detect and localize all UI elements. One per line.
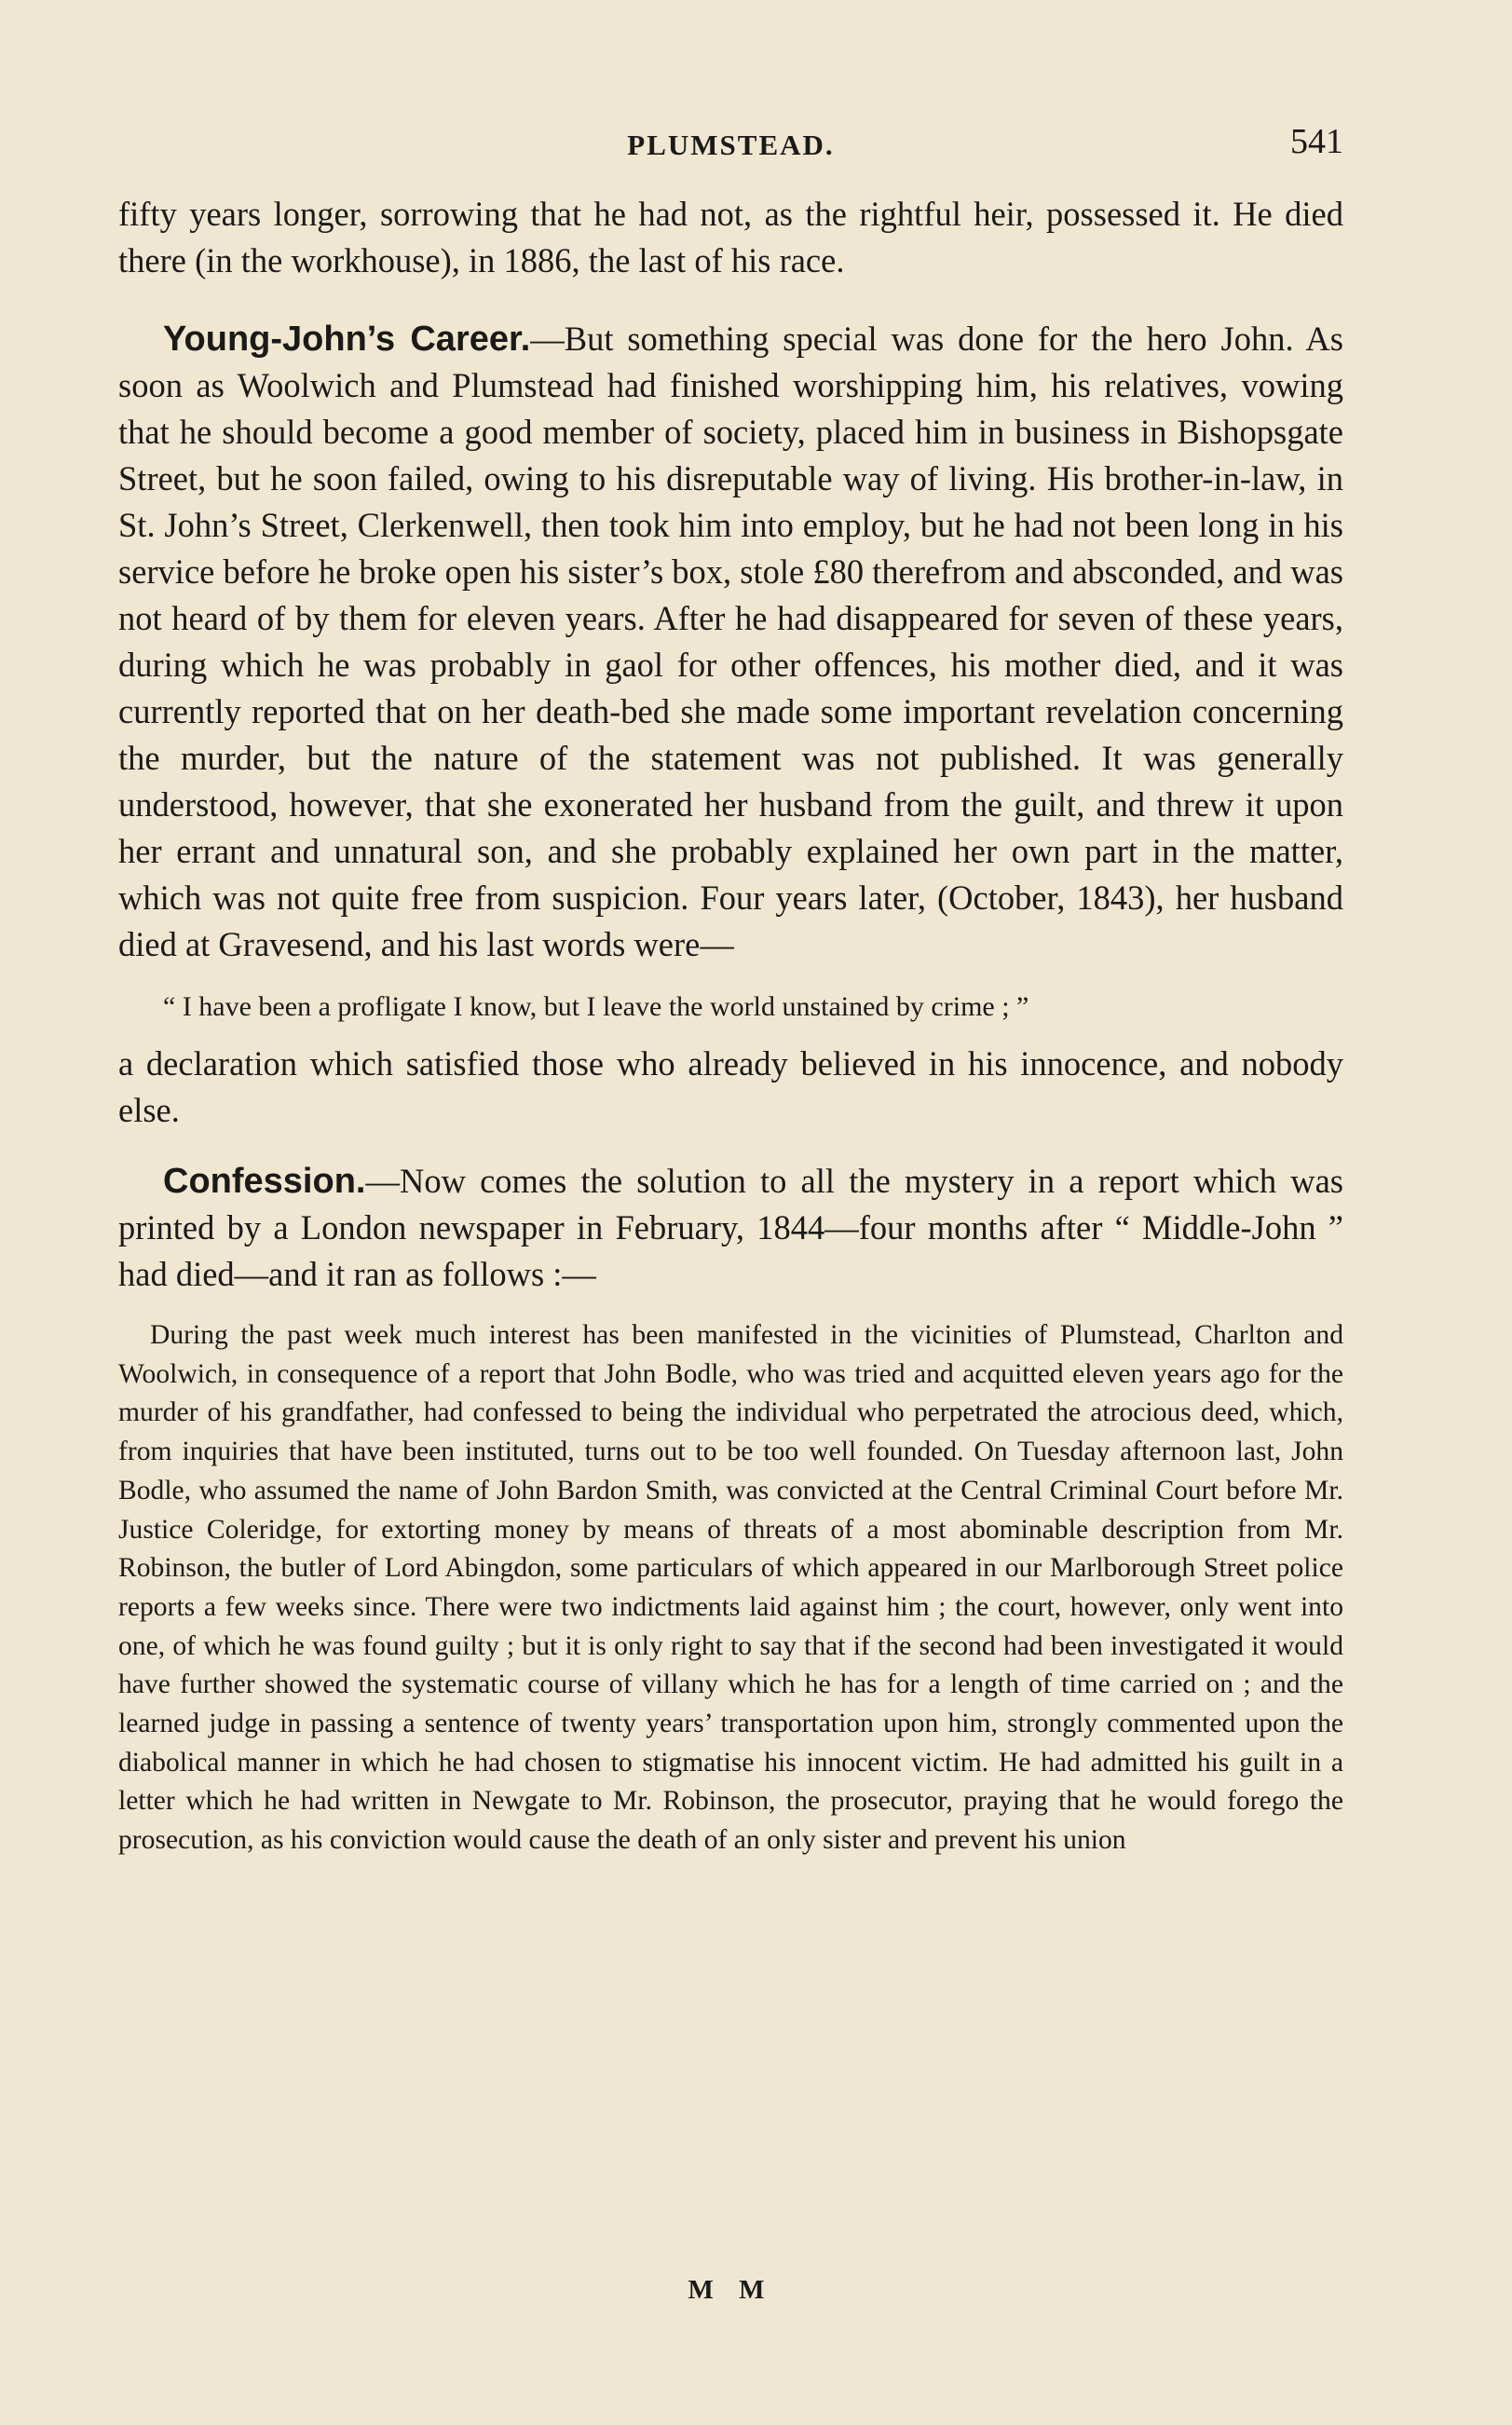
running-title: PLUMSTEAD. [627,129,835,161]
newspaper-report-extract: During the past week much interest has been manifested in the vicinities of Plumstead, Charlton and Woolwich, in consequence of a report that John Bodle, who was tried and acquitted eleven years ago for the murder of his grandfather, had confessed to being the individual who perpetrated the atrocious deed, which, from inquiries that have been instituted, turns out to be too well founded. On Tuesday afternoon last, John Bodle, who assumed the name of John Bardon Smith, was convicted at the Central Criminal Court before Mr. Justice Coleridge, for extorting money by means of threats of a most abominable description from Mr. Robinson, the butler of Lord Abingdon, some particulars of which appeared in our Marlborough Street police reports a few weeks since. There were two indictments laid against him ; the court, however, only went into one, of which he was found guilty ; but it is only right to say that if the second had been investigated it would have further showed the systematic course of villany which he has for a length of time carried on ; and the learned judge in passing a sentence of twenty years’ transportation upon him, strongly commented upon the diabolical manner in which he had chosen to stigmatise his innocent victim. He had admitted his guilt in a letter which he had written in Newgate to Mr. Robinson, the prosecutor, praying that he would forego the prosecution, as his conviction would cause the death of an only sister and prevent his union [118,1320,1343,1856]
paragraph-young-johns-career [118,316,1343,968]
paragraph-declaration: a declaration which satisfied those who already believed in his innocence, and nobody else. [118,1044,1343,1129]
page-number: 541 [1290,122,1343,161]
signature-mark: M M [688,2275,774,2305]
paragraph-confession [118,1158,1343,1298]
section-heading-confession: Confession. [163,1162,366,1201]
quoted-last-words: “ I have been a profligate I know, but I leave the world unstained by crime ; ” [163,991,1029,1022]
paragraph-young-johns-career-text: —But something special was done for the hero John. As soon as Woolwich and Plumstead had finished worshipping him, his relatives, vowing that he should become a good member of society, placed him in business in Bishopsgate Street, but he soon failed, owing to his disreputable way of living. His brother-in-law, in St. John’s Street, Clerkenwell, then took him into employ, but he had not been long in his service before he broke open his sister’s box, stole £80 therefrom and absconded, and was not heard of by them for eleven years. After he had disappeared for seven of these years, during which he was probably in gaol for other offences, his mother died, and it was currently reported that on her death-bed she made some important revelation concerning the murder, but the nature of the statement was not published. It was generally understood, however, that she exonerated her husband from the guilt, and threw it upon her errant and unnatural son, and she probably explained her own part in the matter, which was not quite free from suspicion. Four years later, (October, 1843), her husband died at Gravesend, and his last words were— [118,320,1343,963]
paragraph-confession-text: —Now comes the solution to all the mystery in a report which was printed by a London newspaper in February, 1844—four months after “ Middle-John ” had died—and it ran as follows :— [118,1162,1343,1293]
paragraph-continuation: fifty years longer, sorrowing that he had not, as the rightful heir, possessed it. He died there (in the workhouse), in 1886, the last of his race. [118,195,1343,279]
body-text [118,191,1343,1860]
running-head [118,121,1343,177]
section-heading-young-johns-career: Young-John’s Career. [163,320,531,359]
